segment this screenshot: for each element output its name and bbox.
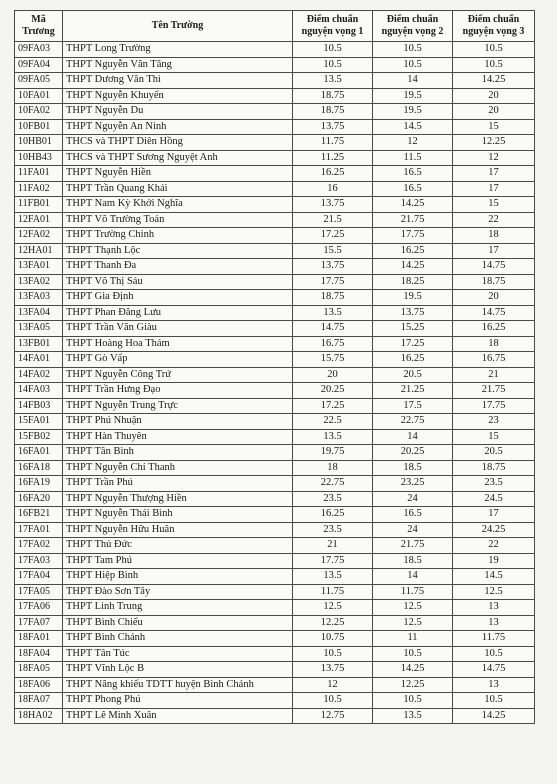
score-nv1-cell: 18.75 [293, 104, 373, 120]
score-nv1-cell: 23.5 [293, 522, 373, 538]
score-nv1-cell: 12.5 [293, 600, 373, 616]
school-name-cell: THPT Phú Nhuận [63, 414, 293, 430]
table-row [15, 352, 535, 368]
score-nv1-cell: 18.75 [293, 88, 373, 104]
school-name-cell: THPT Lê Minh Xuân [63, 708, 293, 724]
score-nv2-cell: 12.5 [373, 600, 453, 616]
school-name-cell: THPT Võ Thị Sáu [63, 274, 293, 290]
score-nv1-cell: 10.5 [293, 646, 373, 662]
score-nv1-cell: 11.25 [293, 150, 373, 166]
school-name-cell: THPT Hoàng Hoa Thám [63, 336, 293, 352]
score-nv2-cell: 21.75 [373, 538, 453, 554]
score-nv3-cell: 15 [453, 429, 535, 445]
school-name-cell: THPT Trần Hưng Đạo [63, 383, 293, 399]
school-name-cell: THPT Đào Sơn Tây [63, 584, 293, 600]
score-nv1-cell: 18 [293, 460, 373, 476]
score-nv2-cell: 12.5 [373, 615, 453, 631]
school-code-cell: 17FA07 [15, 615, 63, 631]
score-nv3-cell: 14.25 [453, 708, 535, 724]
school-code-cell: 10FB01 [15, 119, 63, 135]
school-code-cell: 14FA01 [15, 352, 63, 368]
school-name-cell: THPT Tân Túc [63, 646, 293, 662]
score-nv1-cell: 10.5 [293, 57, 373, 73]
score-nv1-cell: 13.5 [293, 305, 373, 321]
table-row [15, 212, 535, 228]
table-row [15, 460, 535, 476]
score-nv3-cell: 22 [453, 212, 535, 228]
table-row [15, 259, 535, 275]
score-nv3-cell: 13 [453, 615, 535, 631]
table-row [15, 135, 535, 151]
score-nv2-cell: 12.25 [373, 677, 453, 693]
header-score-nv1: Điểm chuẩn nguyện vọng 1 [293, 11, 373, 42]
school-name-cell: THPT Linh Trung [63, 600, 293, 616]
score-nv1-cell: 22.5 [293, 414, 373, 430]
score-nv1-cell: 17.75 [293, 274, 373, 290]
school-name-cell: THPT Nguyễn Hiền [63, 166, 293, 182]
score-nv2-cell: 18.25 [373, 274, 453, 290]
table-row [15, 429, 535, 445]
score-nv2-cell: 16.5 [373, 166, 453, 182]
school-name-cell: THPT Nguyễn Thái Bình [63, 507, 293, 523]
score-nv1-cell: 13.5 [293, 429, 373, 445]
school-code-cell: 13FA05 [15, 321, 63, 337]
score-nv3-cell: 20 [453, 104, 535, 120]
score-nv3-cell: 10.5 [453, 646, 535, 662]
score-nv2-cell: 20.5 [373, 367, 453, 383]
table-row [15, 104, 535, 120]
school-name-cell: THPT Trường Chinh [63, 228, 293, 244]
school-code-cell: 18FA04 [15, 646, 63, 662]
table-row [15, 367, 535, 383]
score-nv1-cell: 17.25 [293, 398, 373, 414]
score-nv3-cell: 23 [453, 414, 535, 430]
school-name-cell: THPT Nguyễn Khuyến [63, 88, 293, 104]
school-code-cell: 12FA02 [15, 228, 63, 244]
score-nv3-cell: 18 [453, 336, 535, 352]
score-nv2-cell: 16.5 [373, 181, 453, 197]
table-header [15, 11, 535, 42]
school-code-cell: 16FA19 [15, 476, 63, 492]
score-nv2-cell: 17.5 [373, 398, 453, 414]
table-row [15, 321, 535, 337]
score-nv2-cell: 22.75 [373, 414, 453, 430]
school-code-cell: 11FA02 [15, 181, 63, 197]
score-nv3-cell: 14.75 [453, 305, 535, 321]
school-code-cell: 18HA02 [15, 708, 63, 724]
school-code-cell: 12FA01 [15, 212, 63, 228]
school-code-cell: 17FA02 [15, 538, 63, 554]
score-nv3-cell: 14.25 [453, 73, 535, 89]
score-nv1-cell: 13.75 [293, 662, 373, 678]
table-row [15, 88, 535, 104]
header-score-nv2: Điểm chuẩn nguyện vọng 2 [373, 11, 453, 42]
score-nv1-cell: 20 [293, 367, 373, 383]
score-nv1-cell: 10.75 [293, 631, 373, 647]
score-nv3-cell: 21.75 [453, 383, 535, 399]
table-row [15, 150, 535, 166]
school-code-cell: 16FA01 [15, 445, 63, 461]
score-nv1-cell: 13.5 [293, 569, 373, 585]
score-nv3-cell: 10.5 [453, 57, 535, 73]
table-row [15, 383, 535, 399]
score-nv3-cell: 19 [453, 553, 535, 569]
score-nv3-cell: 17 [453, 166, 535, 182]
score-nv1-cell: 16 [293, 181, 373, 197]
score-nv1-cell: 11.75 [293, 584, 373, 600]
school-code-cell: 16FB21 [15, 507, 63, 523]
school-name-cell: THPT Nguyễn Chí Thanh [63, 460, 293, 476]
table-row [15, 305, 535, 321]
score-table-container [14, 10, 534, 724]
table-row [15, 445, 535, 461]
score-nv1-cell: 13.75 [293, 197, 373, 213]
score-nv3-cell: 16.75 [453, 352, 535, 368]
score-nv2-cell: 14.25 [373, 259, 453, 275]
table-row [15, 57, 535, 73]
school-name-cell: THPT Nguyễn An Ninh [63, 119, 293, 135]
score-nv2-cell: 17.25 [373, 336, 453, 352]
score-nv1-cell: 13.75 [293, 119, 373, 135]
school-name-cell: THPT Thạnh Lộc [63, 243, 293, 259]
score-nv1-cell: 20.25 [293, 383, 373, 399]
score-nv1-cell: 10.5 [293, 42, 373, 58]
score-nv1-cell: 21.5 [293, 212, 373, 228]
school-code-cell: 16FA18 [15, 460, 63, 476]
score-nv3-cell: 12.5 [453, 584, 535, 600]
table-row [15, 119, 535, 135]
school-code-cell: 10FA02 [15, 104, 63, 120]
score-nv3-cell: 17 [453, 181, 535, 197]
table-row [15, 569, 535, 585]
score-nv3-cell: 18.75 [453, 274, 535, 290]
school-name-cell: THPT Trần Phú [63, 476, 293, 492]
table-row [15, 507, 535, 523]
score-nv2-cell: 19.5 [373, 290, 453, 306]
school-name-cell: THPT Nguyễn Hữu Huân [63, 522, 293, 538]
score-nv3-cell: 10.5 [453, 693, 535, 709]
table-row [15, 522, 535, 538]
score-nv3-cell: 18.75 [453, 460, 535, 476]
school-code-cell: 17FA06 [15, 600, 63, 616]
table-row [15, 538, 535, 554]
score-nv2-cell: 13.5 [373, 708, 453, 724]
school-code-cell: 17FA05 [15, 584, 63, 600]
score-nv2-cell: 16.25 [373, 243, 453, 259]
school-code-cell: 15FB02 [15, 429, 63, 445]
score-nv3-cell: 24.25 [453, 522, 535, 538]
score-nv2-cell: 12 [373, 135, 453, 151]
score-nv2-cell: 11 [373, 631, 453, 647]
score-nv2-cell: 11.5 [373, 150, 453, 166]
header-school-name: Tên Trường [63, 11, 293, 42]
table-row [15, 615, 535, 631]
score-nv1-cell: 17.75 [293, 553, 373, 569]
score-nv2-cell: 14.5 [373, 119, 453, 135]
school-name-cell: THPT Vĩnh Lộc B [63, 662, 293, 678]
score-nv1-cell: 15.75 [293, 352, 373, 368]
school-name-cell: THPT Bình Chiểu [63, 615, 293, 631]
score-nv2-cell: 13.75 [373, 305, 453, 321]
school-code-cell: 13FA02 [15, 274, 63, 290]
school-code-cell: 15FA01 [15, 414, 63, 430]
school-name-cell: THPT Hàn Thuyên [63, 429, 293, 445]
header-row [15, 11, 535, 42]
table-row [15, 708, 535, 724]
table-row [15, 166, 535, 182]
score-nv1-cell: 10.5 [293, 693, 373, 709]
school-code-cell: 09FA04 [15, 57, 63, 73]
score-nv2-cell: 15.25 [373, 321, 453, 337]
score-nv2-cell: 20.25 [373, 445, 453, 461]
score-nv1-cell: 23.5 [293, 491, 373, 507]
table-row [15, 491, 535, 507]
header-school-code: Mã Trương [15, 11, 63, 42]
score-nv3-cell: 14.75 [453, 662, 535, 678]
score-nv2-cell: 10.5 [373, 693, 453, 709]
score-nv2-cell: 18.5 [373, 553, 453, 569]
table-row [15, 181, 535, 197]
school-code-cell: 13FA01 [15, 259, 63, 275]
school-code-cell: 13FA03 [15, 290, 63, 306]
school-code-cell: 14FA03 [15, 383, 63, 399]
score-nv2-cell: 19.5 [373, 88, 453, 104]
school-name-cell: THPT Nam Kỳ Khởi Nghĩa [63, 197, 293, 213]
school-name-cell: THPT Nguyễn Thượng Hiền [63, 491, 293, 507]
score-nv3-cell: 23.5 [453, 476, 535, 492]
school-name-cell: THPT Võ Trường Toản [63, 212, 293, 228]
school-code-cell: 11FB01 [15, 197, 63, 213]
score-nv2-cell: 14.25 [373, 197, 453, 213]
score-nv2-cell: 17.75 [373, 228, 453, 244]
score-nv2-cell: 14 [373, 569, 453, 585]
score-nv1-cell: 19.75 [293, 445, 373, 461]
school-code-cell: 18FA07 [15, 693, 63, 709]
school-name-cell: THPT Phan Đăng Lưu [63, 305, 293, 321]
score-nv2-cell: 19.5 [373, 104, 453, 120]
score-nv3-cell: 21 [453, 367, 535, 383]
score-nv3-cell: 12 [453, 150, 535, 166]
table-body [15, 42, 535, 724]
school-name-cell: THPT Long Trường [63, 42, 293, 58]
table-row [15, 662, 535, 678]
score-nv2-cell: 14.25 [373, 662, 453, 678]
table-row [15, 553, 535, 569]
school-code-cell: 17FA01 [15, 522, 63, 538]
school-name-cell: THCS và THPT Diên Hồng [63, 135, 293, 151]
score-nv2-cell: 10.5 [373, 42, 453, 58]
header-score-nv3: Điểm chuẩn nguyện vọng 3 [453, 11, 535, 42]
school-name-cell: THCS và THPT Sương Nguyệt Anh [63, 150, 293, 166]
school-name-cell: THPT Tam Phú [63, 553, 293, 569]
score-nv1-cell: 16.25 [293, 507, 373, 523]
table-row [15, 42, 535, 58]
school-name-cell: THPT Thủ Đức [63, 538, 293, 554]
score-nv1-cell: 21 [293, 538, 373, 554]
table-row [15, 336, 535, 352]
score-nv1-cell: 22.75 [293, 476, 373, 492]
score-nv1-cell: 14.75 [293, 321, 373, 337]
score-nv1-cell: 16.25 [293, 166, 373, 182]
table-row [15, 290, 535, 306]
score-nv1-cell: 13.5 [293, 73, 373, 89]
score-nv3-cell: 17 [453, 507, 535, 523]
score-nv3-cell: 18 [453, 228, 535, 244]
score-nv3-cell: 12.25 [453, 135, 535, 151]
school-name-cell: THPT Dương Văn Thì [63, 73, 293, 89]
score-nv3-cell: 24.5 [453, 491, 535, 507]
table-row [15, 631, 535, 647]
school-code-cell: 18FA05 [15, 662, 63, 678]
school-name-cell: THPT Trần Văn Giàu [63, 321, 293, 337]
score-nv3-cell: 17 [453, 243, 535, 259]
score-table [14, 10, 535, 724]
score-nv3-cell: 14.5 [453, 569, 535, 585]
school-code-cell: 14FB03 [15, 398, 63, 414]
score-nv2-cell: 18.5 [373, 460, 453, 476]
score-nv1-cell: 13.75 [293, 259, 373, 275]
table-row [15, 414, 535, 430]
school-name-cell: THPT Gò Vấp [63, 352, 293, 368]
school-name-cell: THPT Nguyễn Du [63, 104, 293, 120]
school-name-cell: THPT Gia Định [63, 290, 293, 306]
score-nv2-cell: 10.5 [373, 646, 453, 662]
table-row [15, 646, 535, 662]
score-nv1-cell: 18.75 [293, 290, 373, 306]
school-name-cell: THPT Nguyễn Công Trứ [63, 367, 293, 383]
school-code-cell: 14FA02 [15, 367, 63, 383]
school-name-cell: THPT Nguyễn Văn Tăng [63, 57, 293, 73]
table-row [15, 677, 535, 693]
school-name-cell: THPT Thanh Đa [63, 259, 293, 275]
school-code-cell: 13FB01 [15, 336, 63, 352]
score-nv3-cell: 20 [453, 290, 535, 306]
score-nv2-cell: 24 [373, 491, 453, 507]
score-nv1-cell: 17.25 [293, 228, 373, 244]
school-name-cell: THPT Hiệp Bình [63, 569, 293, 585]
table-row [15, 274, 535, 290]
school-code-cell: 17FA03 [15, 553, 63, 569]
score-nv2-cell: 21.75 [373, 212, 453, 228]
score-nv2-cell: 14 [373, 429, 453, 445]
school-name-cell: THPT Nguyễn Trung Trực [63, 398, 293, 414]
school-code-cell: 12HA01 [15, 243, 63, 259]
score-nv3-cell: 14.75 [453, 259, 535, 275]
school-name-cell: THPT Bình Chánh [63, 631, 293, 647]
table-row [15, 693, 535, 709]
score-nv2-cell: 23.25 [373, 476, 453, 492]
table-row [15, 398, 535, 414]
school-code-cell: 18FA01 [15, 631, 63, 647]
school-code-cell: 10FA01 [15, 88, 63, 104]
score-nv3-cell: 13 [453, 600, 535, 616]
score-nv3-cell: 22 [453, 538, 535, 554]
score-nv3-cell: 15 [453, 197, 535, 213]
score-nv1-cell: 12.25 [293, 615, 373, 631]
school-code-cell: 17FA04 [15, 569, 63, 585]
score-nv2-cell: 24 [373, 522, 453, 538]
score-nv2-cell: 14 [373, 73, 453, 89]
table-row [15, 476, 535, 492]
score-nv1-cell: 16.75 [293, 336, 373, 352]
school-name-cell: THPT Tân Bình [63, 445, 293, 461]
score-nv2-cell: 16.25 [373, 352, 453, 368]
score-nv2-cell: 11.75 [373, 584, 453, 600]
table-row [15, 584, 535, 600]
score-nv1-cell: 12.75 [293, 708, 373, 724]
score-nv1-cell: 15.5 [293, 243, 373, 259]
score-nv3-cell: 20.5 [453, 445, 535, 461]
score-nv3-cell: 11.75 [453, 631, 535, 647]
school-code-cell: 11FA01 [15, 166, 63, 182]
school-code-cell: 09FA05 [15, 73, 63, 89]
score-nv3-cell: 16.25 [453, 321, 535, 337]
table-row [15, 197, 535, 213]
score-nv3-cell: 20 [453, 88, 535, 104]
score-nv3-cell: 13 [453, 677, 535, 693]
table-row [15, 73, 535, 89]
score-nv2-cell: 16.5 [373, 507, 453, 523]
school-code-cell: 13FA04 [15, 305, 63, 321]
score-nv3-cell: 10.5 [453, 42, 535, 58]
score-nv2-cell: 21.25 [373, 383, 453, 399]
score-nv3-cell: 17.75 [453, 398, 535, 414]
school-code-cell: 18FA06 [15, 677, 63, 693]
school-code-cell: 10HB43 [15, 150, 63, 166]
score-nv3-cell: 15 [453, 119, 535, 135]
school-code-cell: 10HB01 [15, 135, 63, 151]
school-code-cell: 16FA20 [15, 491, 63, 507]
table-row [15, 600, 535, 616]
score-nv1-cell: 12 [293, 677, 373, 693]
school-name-cell: THPT Năng khiếu TDTT huyện Bình Chánh [63, 677, 293, 693]
table-row [15, 228, 535, 244]
school-name-cell: THPT Phong Phú [63, 693, 293, 709]
score-nv2-cell: 10.5 [373, 57, 453, 73]
score-nv1-cell: 11.75 [293, 135, 373, 151]
school-code-cell: 09FA03 [15, 42, 63, 58]
table-row [15, 243, 535, 259]
school-name-cell: THPT Trần Quang Khải [63, 181, 293, 197]
